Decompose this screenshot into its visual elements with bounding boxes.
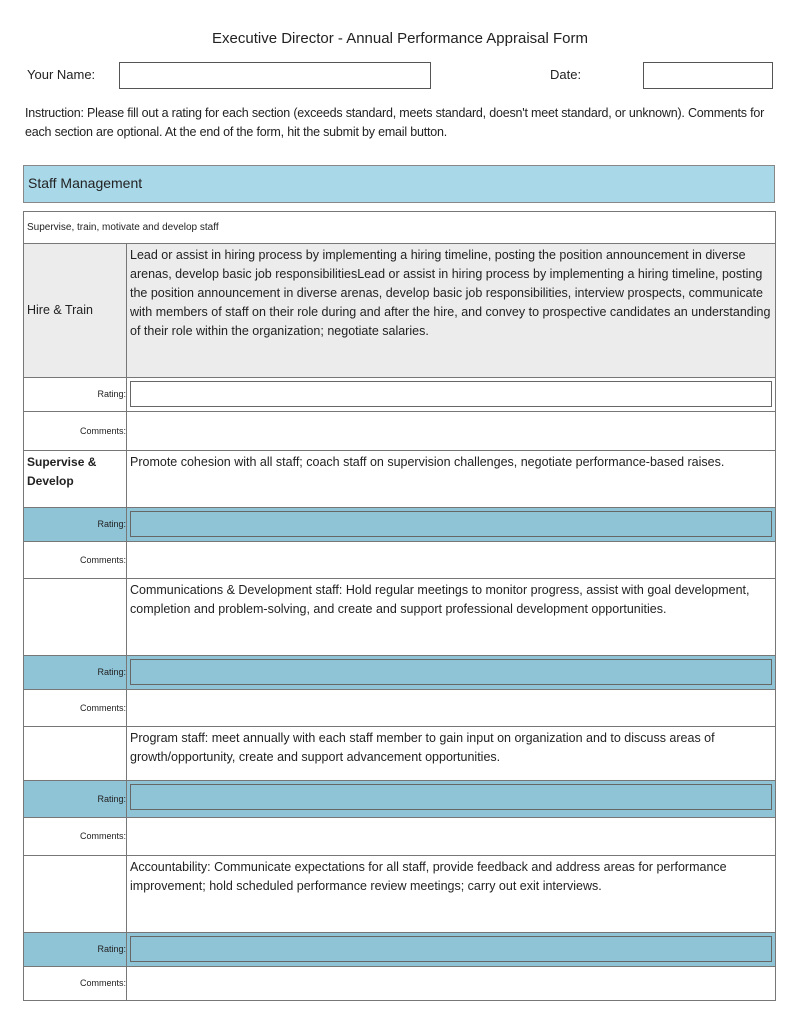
comments-input[interactable] bbox=[127, 542, 776, 579]
form-title: Executive Director - Annual Performance Appraisal Form bbox=[212, 30, 588, 47]
name-input[interactable] bbox=[119, 62, 431, 89]
comments-label: Comments: bbox=[24, 818, 127, 856]
comments-input[interactable] bbox=[127, 967, 776, 1001]
item-label bbox=[24, 579, 127, 656]
comments-label: Comments: bbox=[24, 967, 127, 1001]
item-label: Hire & Train bbox=[24, 244, 127, 378]
comments-input[interactable] bbox=[127, 690, 776, 727]
appraisal-table bbox=[23, 211, 776, 1001]
section-subtitle: Supervise, train, motivate and develop staff bbox=[24, 212, 776, 244]
comments-label: Comments: bbox=[24, 542, 127, 579]
comments-label: Comments: bbox=[24, 690, 127, 727]
rating-label: Rating: bbox=[24, 508, 127, 542]
date-input[interactable] bbox=[643, 62, 773, 89]
rating-label: Rating: bbox=[24, 933, 127, 967]
rating-input[interactable] bbox=[130, 511, 772, 537]
rating-input[interactable] bbox=[130, 381, 772, 407]
comments-input[interactable] bbox=[127, 412, 776, 451]
item-description: Communications & Development staff: Hold regular meetings to monitor progress, assist with goal development, completion and problem-solving, and create and support professional development opportunities. bbox=[127, 579, 776, 656]
item-description: Lead or assist in hiring process by implementing a hiring timeline, posting the position announcement in diverse arenas, develop basic job responsibilitiesLead or assist in hiring process by implementing a hiring timeline, posting the position announcement in diverse arenas, develop basic job responsibilities, interview prospects, communicate with members of staff on their role during and after the hire, and convey to prospective candidates an understanding of their role within the organization; negotiate salaries. bbox=[127, 244, 776, 378]
rating-input[interactable] bbox=[130, 659, 772, 685]
rating-label: Rating: bbox=[24, 378, 127, 412]
item-label bbox=[24, 727, 127, 781]
item-label: Supervise & Develop bbox=[24, 451, 127, 508]
item-description: Accountability: Communicate expectations for all staff, provide feedback and address areas for performance improvement; hold scheduled performance review meetings; carry out exit interviews. bbox=[127, 856, 776, 933]
instructions: Instruction: Please fill out a rating for each section (exceeds standard, meets standard, doesn't meet standard, or unknown). Comments for each section are optional. At the end of the form, hit the submit by email button. bbox=[25, 106, 765, 139]
rating-input[interactable] bbox=[130, 784, 772, 810]
rating-label: Rating: bbox=[24, 656, 127, 690]
date-label: Date: bbox=[550, 67, 582, 82]
rating-label: Rating: bbox=[24, 781, 127, 818]
comments-label: Comments: bbox=[24, 412, 127, 451]
name-label: Your Name: bbox=[27, 67, 96, 82]
item-description: Promote cohesion with all staff; coach staff on supervision challenges, negotiate performance-based raises. bbox=[127, 451, 776, 508]
rating-input[interactable] bbox=[130, 936, 772, 962]
section-header: Staff Management bbox=[23, 165, 775, 203]
comments-input[interactable] bbox=[127, 818, 776, 856]
item-description: Program staff: meet annually with each staff member to gain input on organization and to discuss areas of growth/opportunity, create and support advancement opportunities. bbox=[127, 727, 776, 781]
item-label bbox=[24, 856, 127, 933]
